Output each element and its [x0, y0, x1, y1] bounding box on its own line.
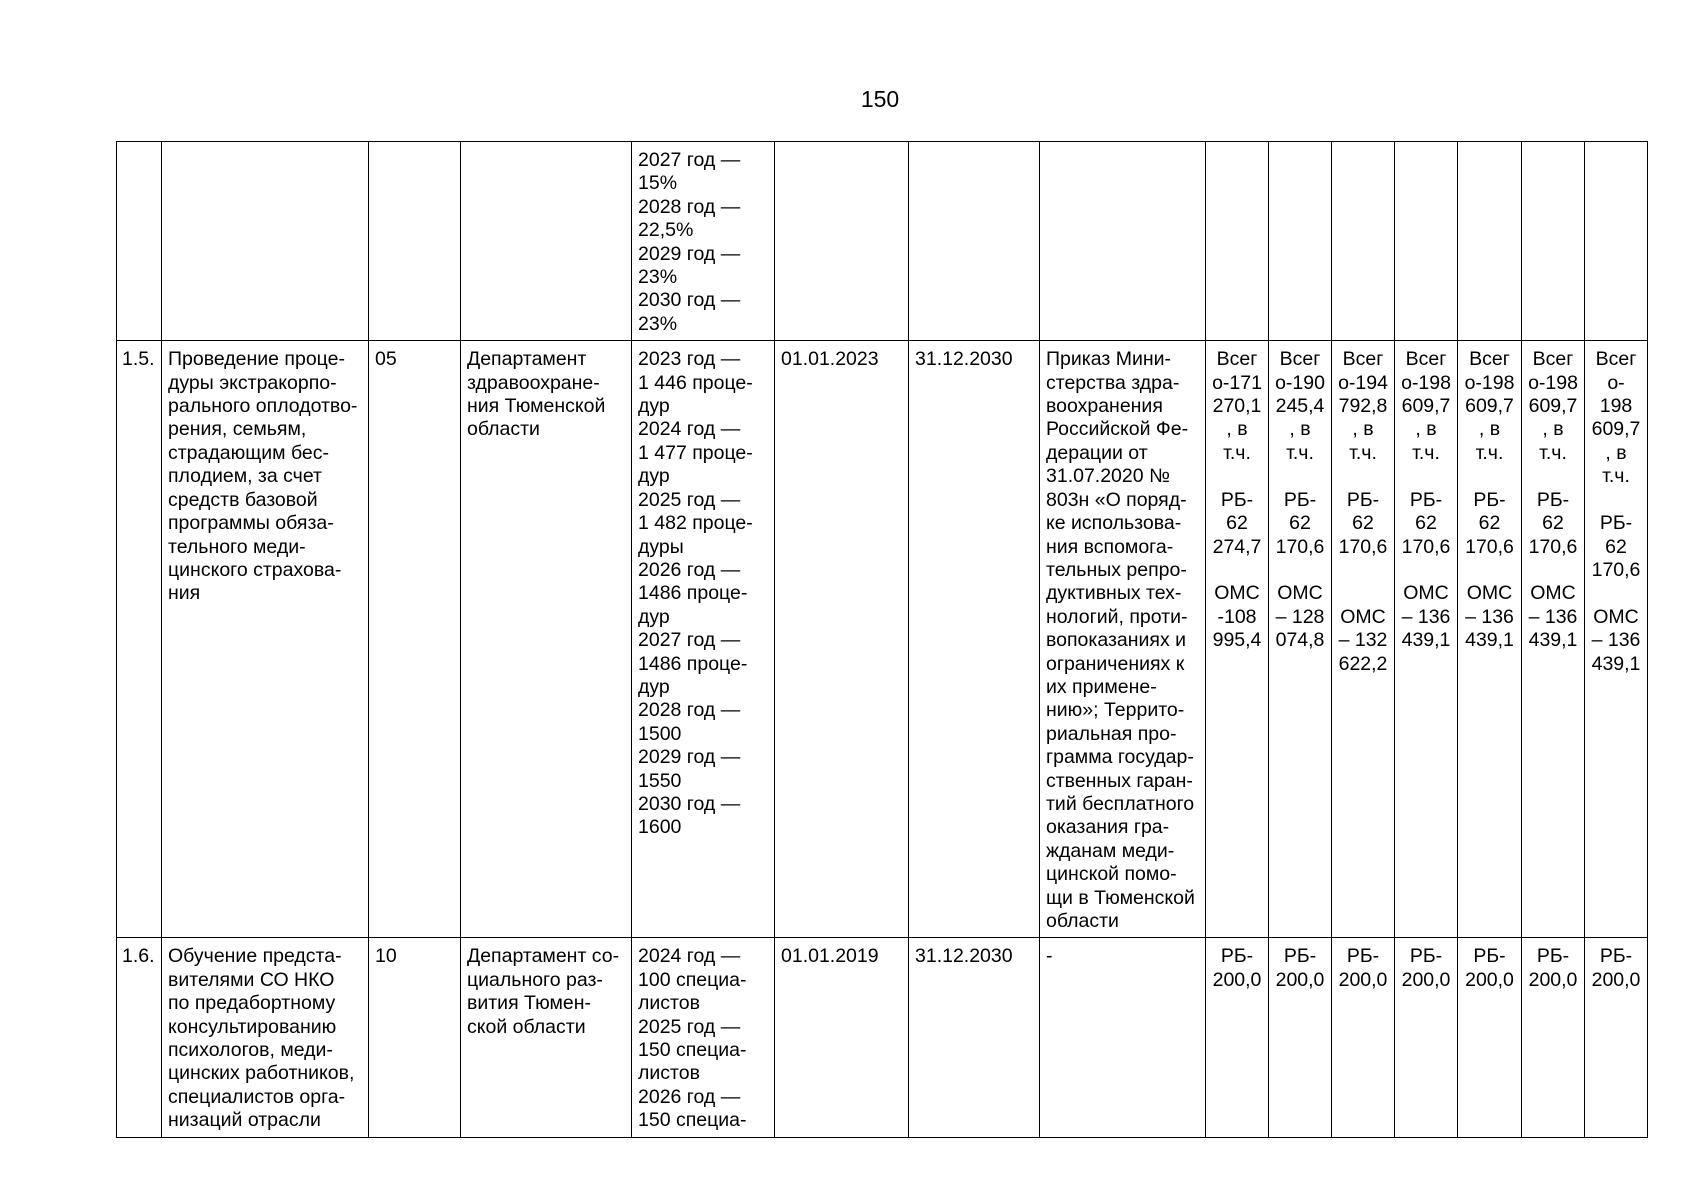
cell-number: 1.5.: [117, 341, 162, 938]
cell-start-date: 01.01.2023: [775, 341, 909, 938]
cell-code: 10: [369, 938, 461, 1137]
cell-amount: [1458, 142, 1522, 341]
cell-amount: РБ- 200,0: [1395, 938, 1458, 1137]
cell-end-date: 31.12.2030: [909, 938, 1040, 1137]
cell-end-date: [909, 142, 1040, 341]
cell-amount: [1206, 142, 1269, 341]
cell-executor: Департамент со- циального раз- вития Тюмен- ской области: [461, 938, 632, 1137]
cell-legal-basis: Приказ Мини- стерства здра- воохранения Российской Фе- дерации от 31.07.2020 № 803н «О поряд- ке использова- ния вспомога- тельных репро- дуктивных тех- нологий, проти- вопоказаниях и ограничениях к их примене- нию»; Террито- риальная про- грамма государ- ственных гаран- тий бесплатного оказания гра- жданам меди- цинской помо- щи в Тюменской области: [1040, 341, 1206, 938]
cell-measure-name: Обучение предста- вителями СО НКО по предабортному консультированию психологов, меди- цинских работников, специалистов орга- низаций отрасли: [162, 938, 369, 1137]
cell-measure-name: Проведение проце- дуры экстракорпо- рального оплодотво- рения, семьям, страдающим бес- плодием, за счет средств базовой программы обяза- тельного меди- цинского страхова- ния: [162, 341, 369, 938]
table-row: [117, 142, 1648, 341]
cell-indicators: 2023 год — 1 446 проце- дур 2024 год — 1 477 проце- дур 2025 год — 1 482 проце- дуры 2026 год — 1486 проце- дур 2027 год — 1486 проце- дур 2028 год — 1500 2029 год — 1550 2030 год — 1600: [632, 341, 775, 938]
cell-legal-basis: [1040, 142, 1206, 341]
cell-amount: РБ- 200,0: [1332, 938, 1395, 1137]
cell-amount: РБ- 200,0: [1206, 938, 1269, 1137]
cell-amount: Всег о-194 792,8 , в т.ч. РБ- 62 170,6 ОМС – 132 622,2: [1332, 341, 1395, 938]
cell-amount: [1585, 142, 1648, 341]
cell-amount: РБ- 200,0: [1269, 938, 1332, 1137]
cell-number: [117, 142, 162, 341]
cell-number: 1.6.: [117, 938, 162, 1137]
cell-code: [369, 142, 461, 341]
cell-amount: Всег о-198 609,7 , в т.ч. РБ- 62 170,6 ОМС – 136 439,1: [1458, 341, 1522, 938]
cell-amount: РБ- 200,0: [1585, 938, 1648, 1137]
cell-start-date: 01.01.2019: [775, 938, 909, 1137]
cell-amount: Всег о-190 245,4 , в т.ч. РБ- 62 170,6 ОМС – 128 074,8: [1269, 341, 1332, 938]
cell-amount: Всег о- 198 609,7 , в т.ч. РБ- 62 170,6 ОМС – 136 439,1: [1585, 341, 1648, 938]
page-number: 150: [860, 86, 900, 112]
measures-table: [116, 141, 1648, 1138]
table-row: [117, 341, 1648, 938]
cell-amount: [1395, 142, 1458, 341]
cell-amount: РБ- 200,0: [1522, 938, 1585, 1137]
cell-executor: Департамент здравоохране- ния Тюменской области: [461, 341, 632, 938]
cell-amount: РБ- 200,0: [1458, 938, 1522, 1137]
cell-amount: Всег о-198 609,7 , в т.ч. РБ- 62 170,6 ОМС – 136 439,1: [1395, 341, 1458, 938]
cell-indicators: 2027 год — 15% 2028 год — 22,5% 2029 год — 23% 2030 год — 23%: [632, 142, 775, 341]
cell-executor: [461, 142, 632, 341]
cell-indicators: 2024 год — 100 специа- листов 2025 год — 150 специа- листов 2026 год — 150 специа-: [632, 938, 775, 1137]
cell-measure-name: [162, 142, 369, 341]
cell-amount: [1522, 142, 1585, 341]
cell-end-date: 31.12.2030: [909, 341, 1040, 938]
cell-start-date: [775, 142, 909, 341]
table-row: [117, 938, 1648, 1137]
cell-legal-basis: -: [1040, 938, 1206, 1137]
cell-amount: [1332, 142, 1395, 341]
cell-amount: Всег о-198 609,7 , в т.ч. РБ- 62 170,6 ОМС – 136 439,1: [1522, 341, 1585, 938]
cell-code: 05: [369, 341, 461, 938]
cell-amount: [1269, 142, 1332, 341]
cell-amount: Всег о-171 270,1 , в т.ч. РБ- 62 274,7 ОМС -108 995,4: [1206, 341, 1269, 938]
